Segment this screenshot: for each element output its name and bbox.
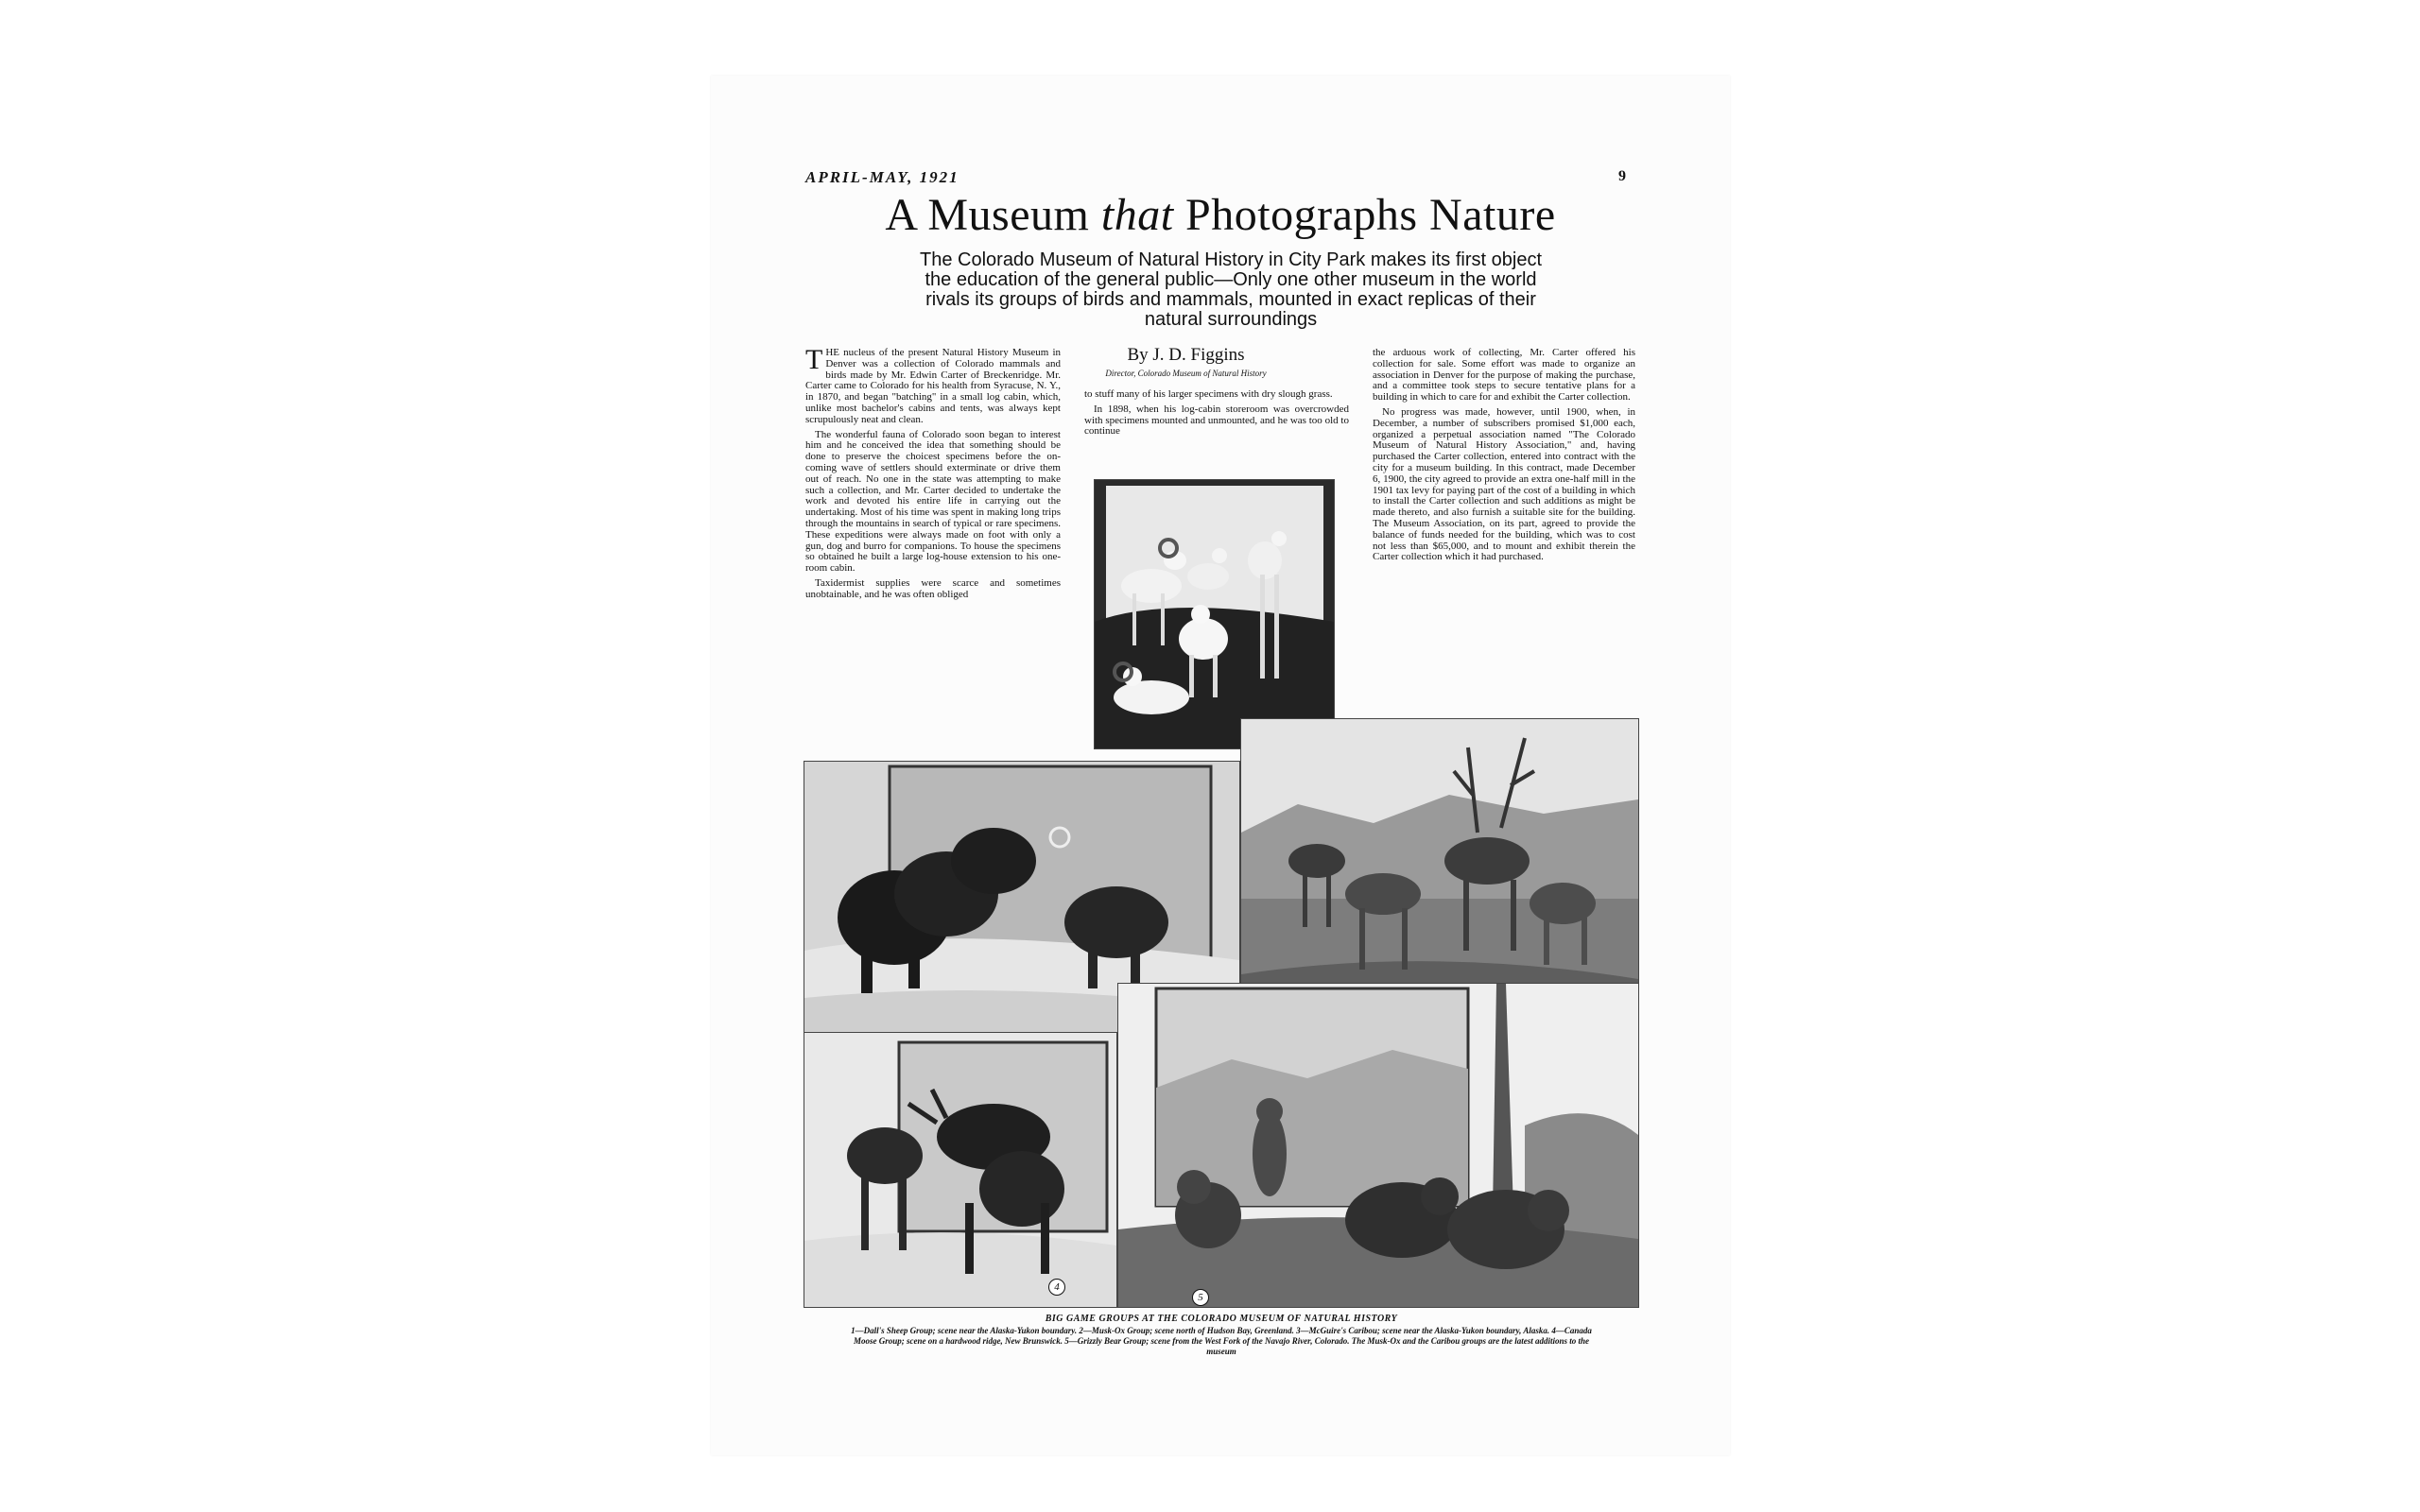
article-deck: The Colorado Museum of Natural History in City Park makes its first object the education of the general public—Only one other museum in the world rivals its groups of birds and mammals, mounted in exact replicas of their natural surroundings bbox=[920, 249, 1542, 330]
text-column-3 bbox=[1373, 348, 1635, 567]
byline-role: Director, Colorado Museum of Natural History bbox=[1105, 369, 1267, 378]
grizzly-illustration bbox=[1118, 984, 1638, 1307]
photo-dalls-sheep bbox=[1094, 479, 1335, 749]
sheep-illustration bbox=[1095, 480, 1334, 748]
photo-grizzly-bear bbox=[1117, 983, 1639, 1308]
caption-title: BIG GAME GROUPS AT THE COLORADO MUSEUM OF NATURAL HISTORY bbox=[1045, 1314, 1398, 1324]
paragraph: THE nucleus of the present Natural History Museum in Denver was a collection of Colorado mammals and birds made by Mr. Edwin Carter of Breckenridge. Mr. Carter came to Colorado for his health from Syracuse, N. Y., in 1870, and began "batching" in a small log cabin, which, unlike most bachelor's cabins and tents, was always kept scrupulously neat and clean. bbox=[805, 344, 1061, 425]
drop-cap: T bbox=[805, 344, 823, 375]
text-column-1 bbox=[805, 344, 1061, 605]
photo-number-badge: 5 bbox=[1192, 1289, 1209, 1306]
paragraph: the arduous work of collecting, Mr. Carter offered his collection for sale. Some effort was made to organize an association in Denver for the purpose of making the purchase, and a committee took steps to secure tentative plans for a building in which to care for and exhibit the Carter collection. bbox=[1373, 347, 1635, 404]
paragraph: In 1898, when his log-cabin storeroom was overcrowded with specimens mounted and unmounted, and he was too old to continue bbox=[1084, 403, 1349, 438]
paragraph: The wonderful fauna of Colorado soon began to interest him and he conceived the idea that something should be done to preserve the choicest specimens before the on-coming wave of settlers should exterminate or drive them out of reach. No one in the state was attempting to make such a collection, and Mr. Carter decided to undertake the work and devoted his entire life in carrying out the undertaking. Most of his time was spent in making long trips through the mountains in search of typical or rare specimens. These expeditions were always made on foot with only a gun, dog and burro for companions. To house the specimens so obtained he built a large log-house extension to his one-room cabin. bbox=[805, 428, 1061, 575]
moose-illustration bbox=[804, 1033, 1116, 1307]
issue-date: APRIL-MAY, 1921 bbox=[805, 168, 959, 186]
article-title: A Museum that Photographs Nature bbox=[885, 190, 1556, 240]
page-number: 9 bbox=[1618, 168, 1626, 184]
photo-moose bbox=[804, 1032, 1117, 1308]
paragraph: Taxidermist supplies were scarce and sometimes unobtainable, and he was often obliged bbox=[805, 576, 1061, 600]
paragraph: No progress was made, however, until 1900, when, in December, a number of subscribers promised $1,000 each, organized a perpetual association named "The Colorado Museum of Natural History Association," and, having purchased the Carter collection, entered into contract with the city for a museum building. In this contract, made December 6, 1900, the city agreed to provide an extra one-half mill in the 1901 tax levy for paying part of the cost of a building in which to install the Carter collection and such additions as might be made thereto, and also furnish a suitable site for the building. The Museum Association, on its part, agreed to provide the balance of funds needed for the building, which was to cost not less than $65,000, and to mount and exhibit therein the Carter collection which it had purchased. bbox=[1373, 405, 1635, 563]
caption-text: 1—Dall's Sheep Group; scene near the Alaska-Yukon boundary. 2—Musk-Ox Group; scene north of Hudson Bay, Greenland. 3—McGuire's Caribou; scene near the Alaska-Yukon boundary, Alaska. 4—Canada Moose Group; scene on a hardwood ridge, New Brunswick. 5—Grizzly Bear Group; scene from the West Fork of the Navajo River, Colorado. The Musk-Ox and the Caribou groups are the latest additions to the museum bbox=[851, 1326, 1592, 1356]
paragraph: to stuff many of his larger specimens with dry slough grass. bbox=[1084, 388, 1333, 400]
byline: By J. D. Figgins bbox=[1127, 345, 1245, 365]
photo-number-badge: 4 bbox=[1048, 1279, 1065, 1296]
text-column-2 bbox=[1084, 389, 1349, 441]
magazine-page bbox=[711, 76, 1730, 1455]
